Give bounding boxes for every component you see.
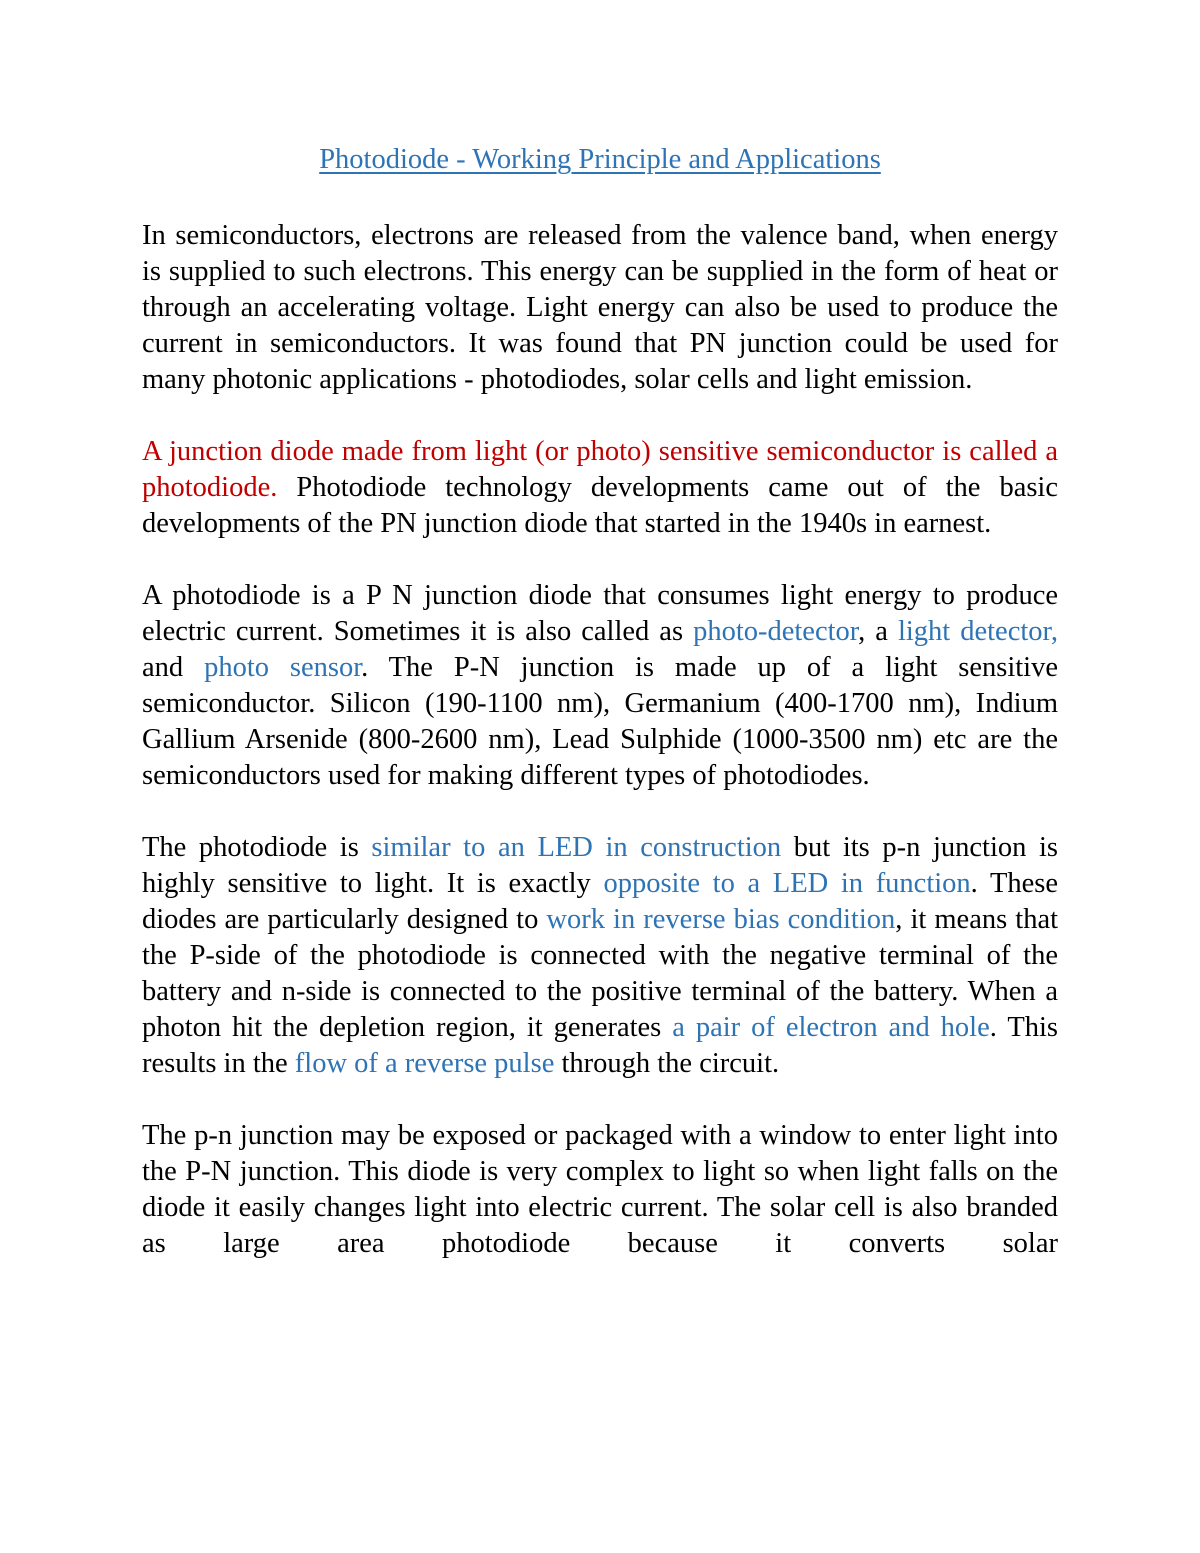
text-run: The photodiode is xyxy=(142,832,372,863)
text-run: and xyxy=(142,652,205,683)
paragraph-intro-text: In semiconductors, electrons are released from the valence band, when energy is supplied to such electrons. This energy can be supplied in the form of heat or through an accelerating voltage. Light energy can also be used to produce the current in semiconductors. It was found that PN junction could be used for many photonic applications - photodiodes, solar cells and light emission. xyxy=(142,220,1058,395)
text-run: through the circuit. xyxy=(554,1048,780,1079)
link-reverse-pulse[interactable]: flow of a reverse pulse xyxy=(294,1048,555,1079)
link-photo-detector[interactable]: photo-detector xyxy=(693,616,859,647)
paragraph-operation xyxy=(142,830,1058,1082)
text-run: , it means that the P-side of the photodiode is connected with the negative terminal of the battery and n-side is connected to the positive terminal of the battery. When a photon hit the depletion region, it generates xyxy=(142,904,1059,1043)
text-run: . This results in the xyxy=(142,1012,1058,1079)
link-similar-led-construction[interactable]: similar to an LED in construction xyxy=(371,832,782,863)
definition-rest: Photodiode technology developments came out of the basic developments of the PN junction diode that started in the 1940s in earnest. xyxy=(142,472,1058,539)
document-title[interactable]: Photodiode - Working Principle and Applications xyxy=(319,144,881,175)
text-run: but its p-n junction is highly sensitive to light. It is exactly xyxy=(142,832,1058,899)
text-run: . The P-N junction is made up of a light sensitive semiconductor. Silicon (190-1100 nm), Germanium (400-1700 nm), Indium Gallium Arsenide (800-2600 nm), Lead Sulphide (1000-3500 nm) etc are the semiconductors used for making different types of photodiodes. xyxy=(142,652,1059,791)
text-run: A photodiode is a P N junction diode that consumes light energy to produce electric current. Sometimes it is also called as xyxy=(142,580,1058,647)
document-page xyxy=(142,140,1058,1262)
paragraph-packaging-text: The p-n junction may be exposed or packaged with a window to enter light into the P-N junction. This diode is very complex to light so when light falls on the diode it easily changes light into electric current. The solar cell is also branded as large area photodiode because it converts solar xyxy=(142,1120,1058,1259)
text-run: , a xyxy=(858,616,898,647)
paragraph-description xyxy=(142,578,1058,794)
paragraph-definition xyxy=(142,434,1058,542)
paragraph-intro xyxy=(142,218,1058,398)
paragraph-packaging xyxy=(142,1118,1058,1262)
text-run: . These diodes are particularly designed to xyxy=(142,868,1058,935)
link-reverse-bias[interactable]: work in reverse bias condition xyxy=(546,904,896,935)
link-opposite-led-function[interactable]: opposite to a LED in function xyxy=(603,868,971,899)
link-light-detector[interactable]: light detector, xyxy=(897,616,1058,647)
link-electron-hole-pair[interactable]: a pair of electron and hole xyxy=(672,1012,990,1043)
link-photo-sensor[interactable]: photo sensor xyxy=(204,652,362,683)
definition-highlight: A junction diode made from light (or photo) sensitive semiconductor is called a photodiode. xyxy=(142,436,1058,503)
